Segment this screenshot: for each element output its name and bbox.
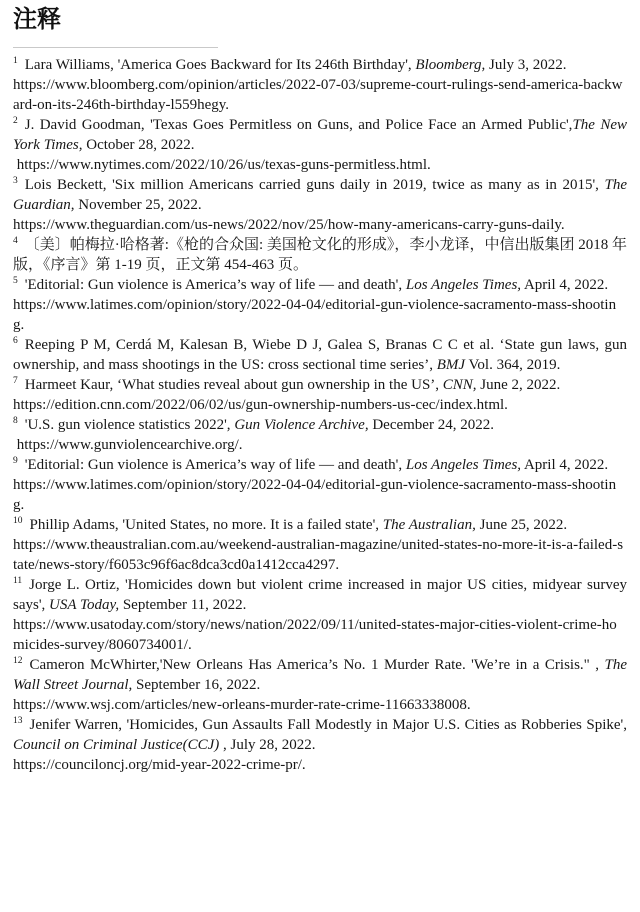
footnote-url: https://www.usatoday.com/story/news/nation/2022/09/11/united-states-major-cities-violent-crime-homicides-survey/8060734001/.	[13, 617, 617, 653]
publication-name: Council on Criminal Justice(CCJ)	[13, 737, 220, 753]
footnote	[13, 275, 627, 335]
citation-text: July 3, 2022.	[485, 57, 567, 73]
publication-name: CNN,	[442, 377, 477, 393]
footnote-number: 4	[13, 236, 18, 246]
citation-text: June 25, 2022.	[475, 517, 568, 533]
footnote	[13, 575, 627, 655]
footnote	[13, 375, 627, 415]
footnote-url: https://www.nytimes.com/2022/10/26/us/texas-guns-permitless.html.	[13, 157, 431, 173]
footnote-citation	[13, 577, 627, 613]
footnote-url: https://edition.cnn.com/2022/06/02/us/gun-ownership-numbers-us-cec/index.html.	[13, 397, 508, 413]
citation-text: Jenifer Warren, 'Homicides, Gun Assaults Fall Modestly in Major U.S. Cities as Robberies Spike',	[29, 717, 627, 733]
footnote	[13, 175, 627, 235]
footnote	[13, 335, 627, 375]
footnote-number: 8	[13, 416, 18, 426]
citation-text: Vol. 364, 2019.	[465, 357, 561, 373]
footnote-number: 13	[13, 716, 23, 726]
publication-name: Los Angeles Times,	[405, 277, 522, 293]
citation-text: Cameron McWhirter,'New Orleans Has America’s No. 1 Murder Rate. 'We’re in a Crisis." ,	[29, 657, 605, 673]
footnote-number: 7	[13, 376, 18, 386]
footnote-url: https://www.latimes.com/opinion/story/2022-04-04/editorial-gun-violence-sacramento-mass-shooting.	[13, 477, 617, 513]
footnote-number: 12	[13, 656, 23, 666]
footnote	[13, 455, 627, 515]
footnote-citation	[25, 377, 561, 393]
citation-text: Lois Beckett, 'Six million Americans carried guns daily in 2019, twice as many as in 2015',	[24, 177, 605, 193]
publication-name: The New York Times,	[13, 117, 627, 153]
citation-text: September 11, 2022.	[119, 597, 247, 613]
title-divider	[13, 47, 218, 48]
footnote	[13, 515, 627, 575]
footnote-url: https://www.latimes.com/opinion/story/2022-04-04/editorial-gun-violence-sacramento-mass-shooting.	[13, 297, 617, 333]
footnote-url: https://www.wsj.com/articles/new-orleans-murder-rate-crime-11663338008.	[13, 697, 471, 713]
citation-text: Harmeet Kaur, ‘What studies reveal about gun ownership in the US’,	[24, 377, 443, 393]
footnote-number: 2	[13, 116, 18, 126]
citation-text: Reeping P M, Cerdá M, Kalesan B, Wiebe D J, Galea S, Branas C C et al. ‘State gun laws, gun ownership, and mass shootings in the US: cross sectional time series’,	[13, 337, 627, 373]
footnote-number: 1	[13, 56, 18, 66]
footnote	[13, 415, 627, 455]
footnote-url: https://www.bloomberg.com/opinion/articles/2022-07-03/supreme-court-rulings-send-america-backward-on-its-246th-birthday-l559hegy.	[13, 77, 623, 113]
footnote-citation	[25, 277, 608, 293]
page-title: 注释	[13, 6, 61, 33]
footnote	[13, 235, 627, 275]
citation-text: 'U.S. gun violence statistics 2022',	[24, 417, 235, 433]
footnote-citation	[13, 337, 627, 373]
publication-name: The Guardian,	[13, 177, 627, 213]
publication-name: The Wall Street Journal,	[13, 657, 627, 693]
footnote-number: 10	[13, 516, 23, 526]
footnote-citation	[13, 117, 627, 153]
footnote-url: https://counciloncj.org/mid-year-2022-crime-pr/.	[13, 757, 306, 773]
citation-text: 'Editorial: Gun violence is America’s way of life — and death',	[24, 457, 406, 473]
footnote-number: 9	[13, 456, 18, 466]
citation-text: Phillip Adams, 'United States, no more. It is a failed state',	[29, 517, 383, 533]
footnote	[13, 55, 627, 115]
publication-name: The Australian,	[382, 517, 476, 533]
footnote-number: 6	[13, 336, 18, 346]
citation-text: Jorge L. Ortiz, 'Homicides down but violent crime increased in major US cities, midyear survey says',	[13, 577, 627, 613]
footnote-url: https://www.theguardian.com/us-news/2022/nov/25/how-many-americans-carry-guns-daily.	[13, 217, 565, 233]
citation-text: 'Editorial: Gun violence is America’s way of life — and death',	[24, 277, 406, 293]
footnote-citation	[13, 657, 627, 693]
footnote-citation	[25, 57, 567, 73]
footnote-number: 11	[13, 576, 23, 586]
footnote-citation	[25, 417, 494, 433]
citation-text: September 16, 2022.	[132, 677, 261, 693]
citation-text: April 4, 2022.	[521, 457, 609, 473]
citation-text: October 28, 2022.	[82, 137, 195, 153]
footnote	[13, 715, 627, 775]
citation-text: December 24, 2022.	[368, 417, 494, 433]
footnote-url: https://www.gunviolencearchive.org/.	[13, 437, 243, 453]
citation-text: 〔美〕帕梅拉·哈格著:《枪的合众国: 美国枪文化的形成》，李小龙译，中信出版集团 2018 年版，《序言》第 1-19 页，正文第 454-463 页。	[13, 237, 627, 273]
footnote	[13, 115, 627, 175]
footnote-citation	[30, 517, 568, 533]
footnote-citation	[13, 717, 627, 753]
footnote-url: https://www.theaustralian.com.au/weekend-australian-magazine/united-states-no-more-it-is-a-failed-state/news-story/f6053c96f6ac8dca3cd0a1412cca4297.	[13, 537, 624, 573]
footnote-citation	[13, 177, 627, 213]
publication-name: Los Angeles Times,	[405, 457, 522, 473]
citation-text: Lara Williams, 'America Goes Backward for Its 246th Birthday',	[24, 57, 416, 73]
citation-text: , July 28, 2022.	[219, 737, 316, 753]
footnote-number: 3	[13, 176, 18, 186]
citation-text: J. David Goodman, 'Texas Goes Permitless on Guns, and Police Face an Armed Public',	[24, 117, 573, 133]
publication-name: BMJ	[436, 357, 466, 373]
citation-text: June 2, 2022.	[476, 377, 561, 393]
publication-name: Bloomberg,	[415, 57, 486, 73]
publication-name: USA Today,	[49, 597, 120, 613]
footnote-citation	[13, 237, 627, 273]
footnote-number: 5	[13, 276, 18, 286]
notes-list	[13, 55, 627, 775]
citation-text: November 25, 2022.	[74, 197, 202, 213]
citation-text: April 4, 2022.	[521, 277, 609, 293]
footnote-citation	[25, 457, 608, 473]
footnote	[13, 655, 627, 715]
publication-name: Gun Violence Archive,	[234, 417, 369, 433]
